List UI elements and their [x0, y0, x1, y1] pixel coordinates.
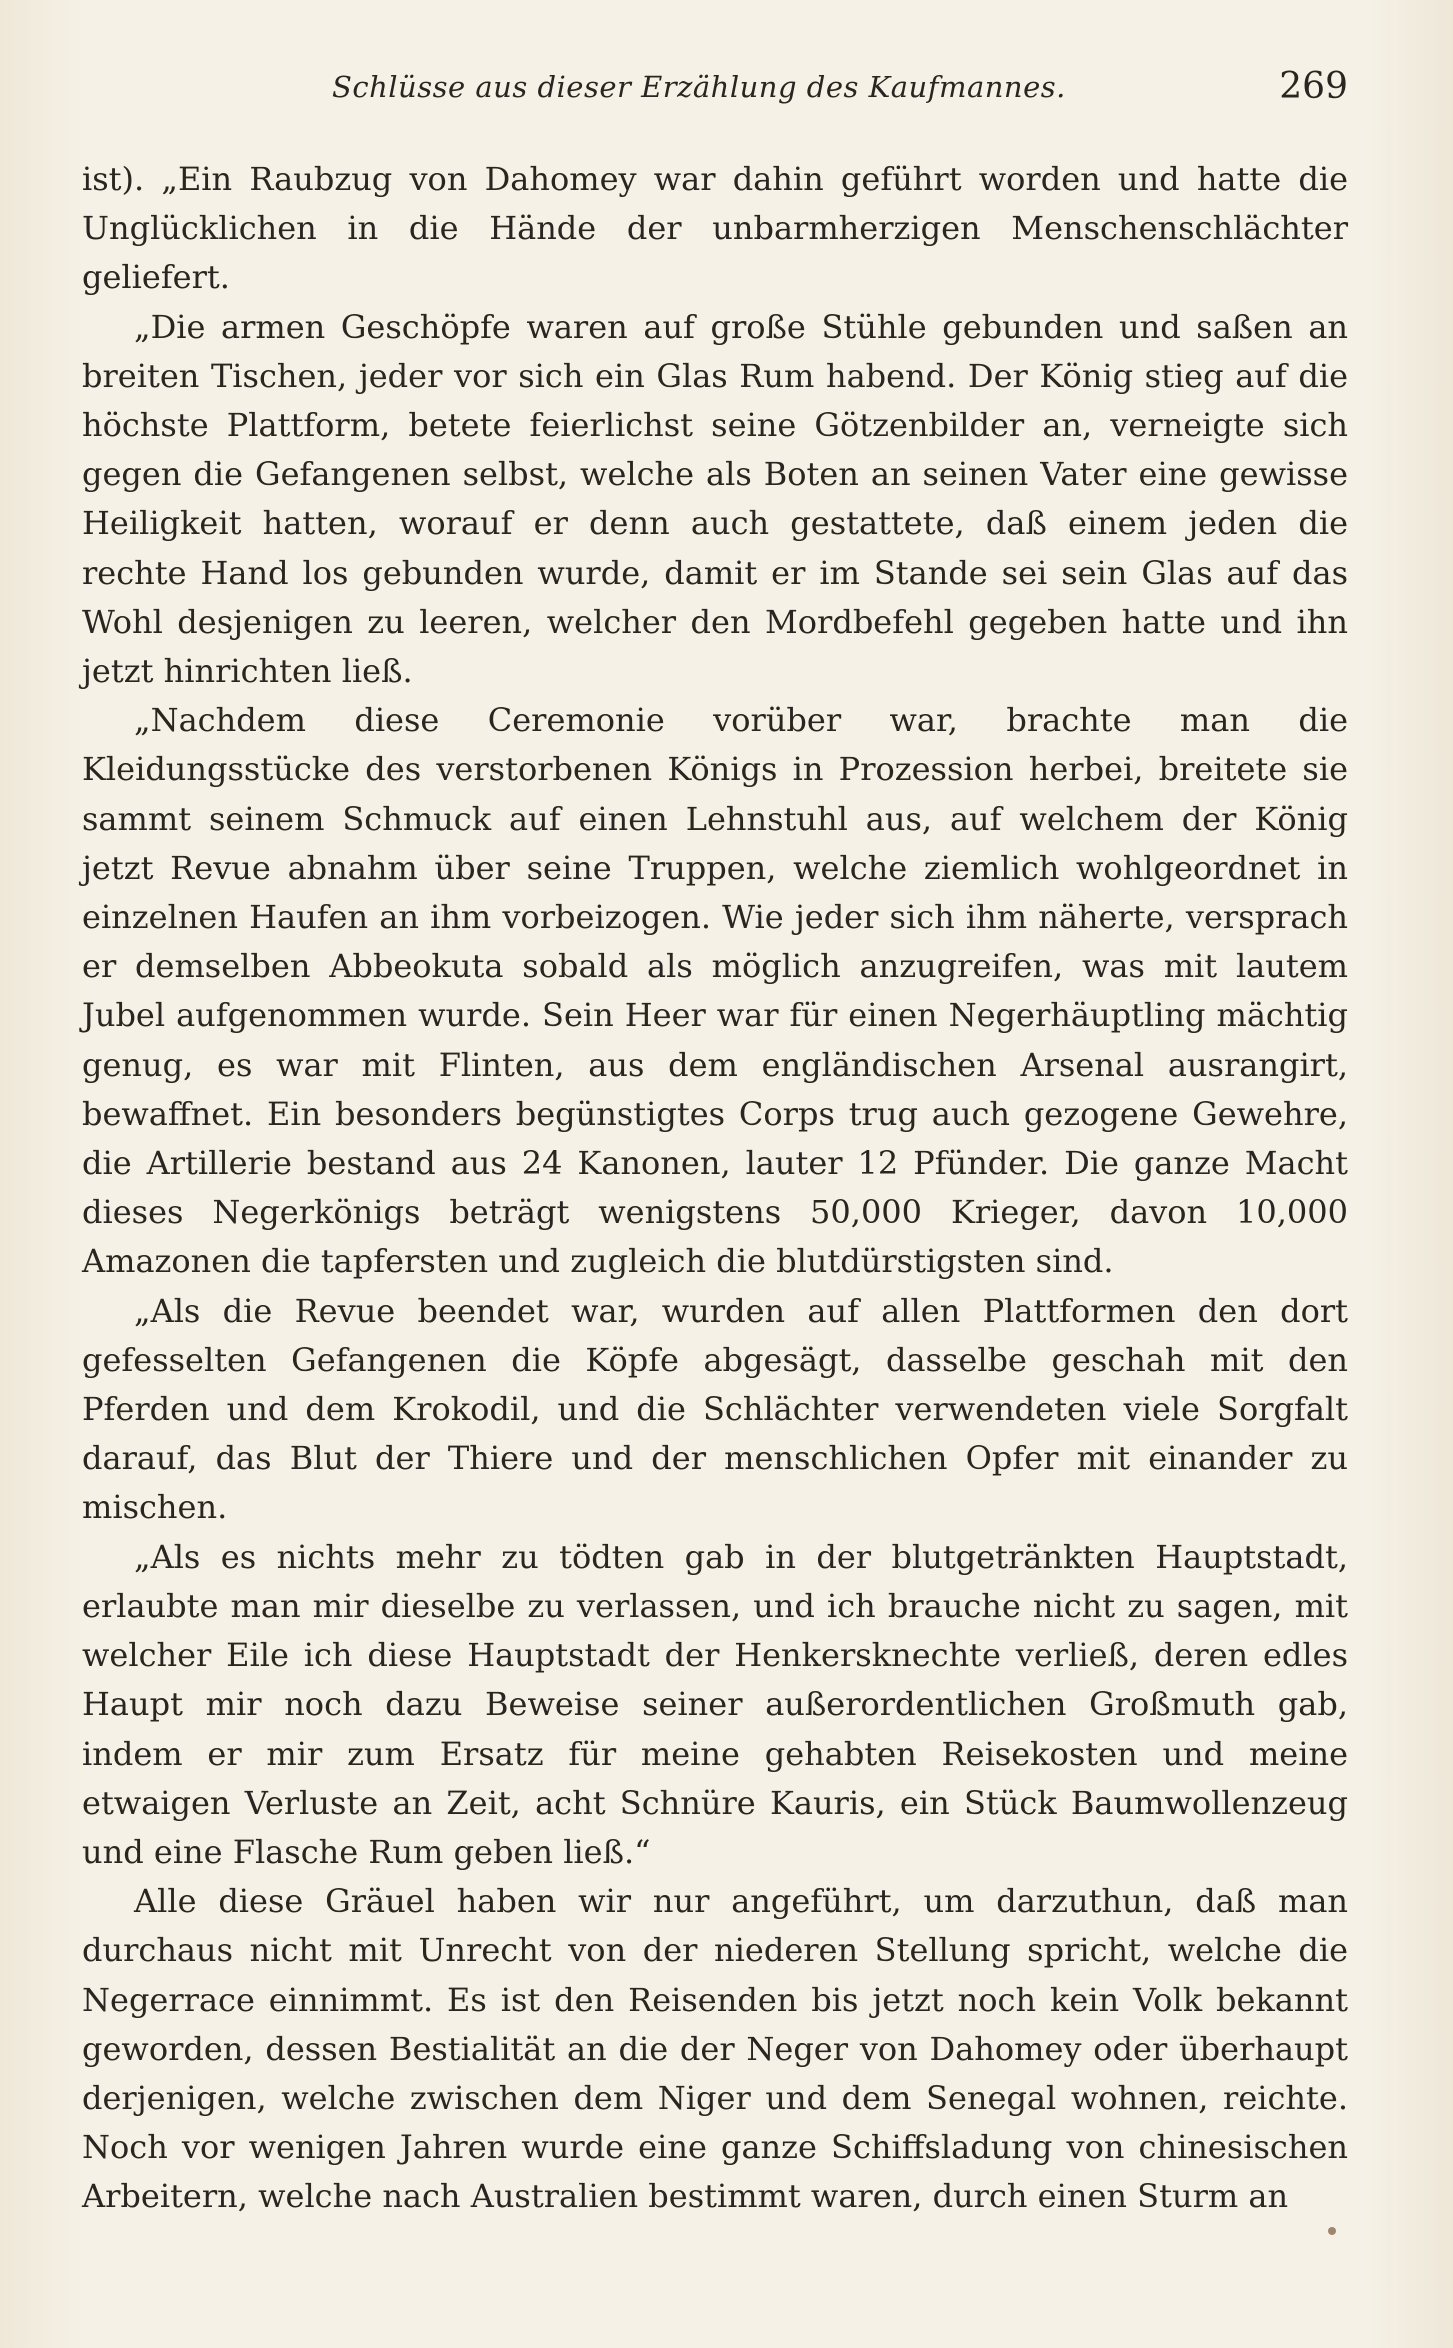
page-speck — [1328, 2227, 1336, 2235]
paragraph-departure: „Als es nichts mehr zu tödten gab in der blutgetränkten Hauptstadt, erlaubte man mir dieselbe zu verlassen, und ich brauche nicht zu sagen, mit welcher Eile ich diese Hauptstadt der Henkersknechte verließ, deren edles Haupt mir noch dazu Beweise seiner außerordentlichen Großmuth gab, indem er mir zum Ersatz für meine gehabten Reisekosten und meine etwaigen Verluste an Zeit, acht Schnüre Kauris, ein Stück Baumwollenzeug und eine Flasche Rum geben ließ.“ — [82, 1537, 1348, 1871]
page-header — [82, 62, 1348, 112]
running-title: Schlüsse aus dieser Erzählung des Kaufmannes. — [332, 70, 1066, 104]
body-text — [82, 155, 1348, 2222]
paragraph-procession-and-army: „Nachdem diese Ceremonie vorüber war, brachte man die Kleidungsstücke des verstorbenen Königs in Prozession herbei, breitete sie sammt seinem Schmuck auf einen Lehnstuhl aus, auf welchem der König jetzt Revue abnahm über seine Truppen, welche ziemlich wohlgeordnet in einzelnen Haufen an ihm vorbeizogen. Wie jeder sich ihm näherte, versprach er demselben Abbeokuta sobald als möglich anzugreifen, was mit lautem Jubel aufgenommen wurde. Sein Heer war für einen Negerhäuptling mächtig genug, es war mit Flinten, aus dem engländischen Arsenal ausrangirt, bewaffnet. Ein besonders begünstigtes Corps trug auch gezogene Gewehre, die Artillerie bestand aus 24 Kanonen, lauter 12 Pfünder. Die ganze Macht dieses Negerkönigs beträgt wenigstens 50,000 Krieger, davon 10,000 Amazonen die tapfersten und zugleich die blutdürstigsten sind. — [82, 701, 1348, 1281]
paragraph-after-revue: „Als die Revue beendet war, wurden auf allen Plattformen den dort gefesselten Gefangenen die Köpfe abgesägt, dasselbe geschah mit den Pferden und dem Krokodil, und die Schlächter verwendeten viele Sorgfalt darauf, das Blut der Thiere und der menschlichen Opfer mit einander zu mischen. — [82, 1291, 1348, 1527]
paragraph-continuation: ist). „Ein Raubzug von Dahomey war dahin geführt worden und hatte die Unglücklichen in die Hände der unbarmherzigen Menschenschlächter geliefert. — [82, 160, 1348, 297]
paragraph-conclusion: Alle diese Gräuel haben wir nur angeführt, um darzuthun, daß man durchaus nicht mit Unrecht von der niederen Stellung spricht, welche die Negerrace einnimmt. Es ist den Reisenden bis jetzt noch kein Volk bekannt geworden, dessen Bestialität an die der Neger von Dahomey oder überhaupt derjenigen, welche zwischen dem Niger und dem Senegal wohnen, reichte. Noch vor wenigen Jahren wurde eine ganze Schiffsladung von chinesischen Arbeitern, welche nach Australien bestimmt waren, durch einen Sturm an — [82, 1882, 1348, 2216]
page-number: 269 — [1279, 66, 1348, 107]
paragraph-captives-at-tables: „Die armen Geschöpfe waren auf große Stühle gebunden und saßen an breiten Tischen, jeder vor sich ein Glas Rum habend. Der König stieg auf die höchste Plattform, betete feierlichst seine Götzenbilder an, verneigte sich gegen die Gefangenen selbst, welche als Boten an seinen Vater eine gewisse Heiligkeit hatten, worauf er denn auch gestattete, daß einem jeden die rechte Hand los gebunden wurde, damit er im Stande sei sein Glas auf das Wohl desjenigen zu leeren, welcher den Mordbefehl gegeben hatte und ihn jetzt hinrichten ließ. — [82, 307, 1348, 691]
